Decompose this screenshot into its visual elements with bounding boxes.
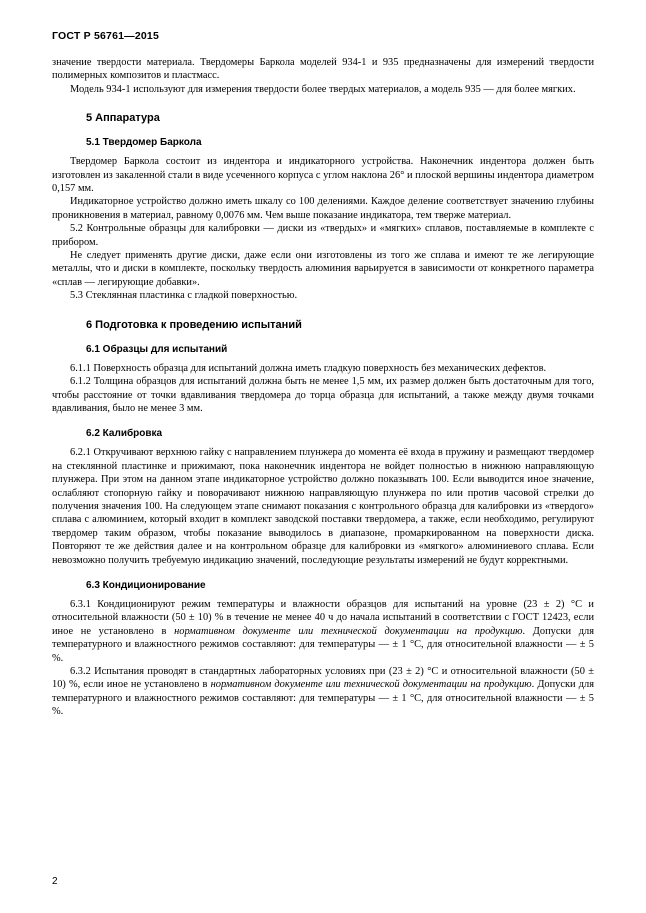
paragraph-5-3: 5.3 Стеклянная пластинка с гладкой поверхностью. xyxy=(70,290,298,302)
paragraph-6-3-2-part-b: . Допуски для температурного и влажностного режимов составляют: для температуры — ± 1 °С, для относительной влажности — ± 5 %. xyxy=(52,679,594,718)
subsection-heading-5-1: 5.1 Твердомер Баркола xyxy=(86,137,202,149)
page-number: 2 xyxy=(52,876,58,887)
paragraph-6-2-1: 6.2.1 Откручивают верхнюю гайку с направлением плунжера до момента её входа в пружину и размещают твердомер на стеклянной пластинке и прижимают, пока наконечник индентора не войдет полностью в нижнюю направляющую плунжера. При этом на данном этапе индикаторное устройство должно показывать 100. Если выводится иное значение, ослабляют стопорную гайку и поворачивают нижнюю направляющую плунжера по или против часовой стрелки до получения значения 100. На следующем этапе снимают показания с контрольного образца для калибровки из «твердого» сплава с алюминием, который входит в комплект заводской поставки твердомера, а также, если необходимо, регулируют твердомер таким образом, чтобы показание выводилось в диапазоне, промаркированном на поверхности диска. Повторяют те же действия далее и на контрольном образце для калибровки из «мягкого» алюминиевого сплава. Если невозможно получить требуемую индикацию значений, последующие результаты измерений не будут корректными. xyxy=(52,447,594,566)
paragraph-6-3-1-emphasis: нормативном документе или технической документации на продукцию xyxy=(174,625,523,637)
subsection-heading-6-3: 6.3 Кондиционирование xyxy=(86,579,206,591)
paragraph-6-3-1-part-a: 6.3.1 Кондиционируют режим температуры и влажности образцов для испытаний на уровне (23 ± 2) °С и относительной влажности (50 ± 10) % в течение не менее 40 ч до начала испытаний в соответствии с ГОСТ 12423, если иное не установлено в xyxy=(52,598,594,637)
paragraph-6-3-1-part-b: . Допуски для температурного и влажностного режимов составляют: для температуры — ± 1 °С, для относительной влажности — ± 5 %. xyxy=(52,625,594,664)
document-header: ГОСТ Р 56761—2015 xyxy=(52,30,160,42)
paragraph-5-1-b: Индикаторное устройство должно иметь шкалу со 100 делениями. Каждое деление соответствует значению глубины проникновения в материал, равному 0,0076 мм. Чем выше показание индикатора, тем тверже материал. xyxy=(52,196,594,221)
paragraph-6-3-2-emphasis: нормативном документе или технической документации на продукцию xyxy=(210,679,532,691)
paragraph-6-1-1: 6.1.1 Поверхность образца для испытаний должна иметь гладкую поверхность без механических дефектов. xyxy=(70,362,547,374)
section-heading-5: 5 Аппаратура xyxy=(86,112,160,125)
paragraph-5-2-a: 5.2 Контрольные образцы для калибровки — диски из «твердых» и «мягких» сплавов, поставляемые в комплекте с прибором. xyxy=(52,223,594,248)
subsection-heading-6-2: 6.2 Калибровка xyxy=(86,428,163,440)
paragraph-6-3-1 xyxy=(52,598,594,665)
paragraph-6-3-2 xyxy=(52,665,594,719)
subsection-heading-6-1: 6.1 Образцы для испытаний xyxy=(86,343,228,355)
paragraph-6-1-2: 6.1.2 Толщина образцов для испытаний должна быть не менее 1,5 мм, их размер должен быть достаточным для того, чтобы расстояние от точки вдавливания твердомера до торца образца для испытаний, а также между двумя точками вдавливания, было не менее 3 мм. xyxy=(52,376,594,414)
intro-paragraph-2: Модель 934-1 используют для измерения твердости более твердых материалов, а модель 935 — для более мягких. xyxy=(70,83,576,95)
paragraph-5-1-a: Твердомер Баркола состоит из индентора и индикаторного устройства. Наконечник индентора должен быть изготовлен из закаленной стали в виде усеченного корпуса с углом наклона 26° и плоской вершины индентора диаметром 0,157 мм. xyxy=(52,156,594,195)
section-heading-6: 6 Подготовка к проведению испытаний xyxy=(86,318,302,331)
intro-paragraph-1: значение твердости материала. Твердомеры Баркола моделей 934-1 и 935 предназначены для измерений твердости полимерных композитов и пластмасс. xyxy=(52,57,594,82)
paragraph-6-3-2-part-a: 6.3.2 Испытания проводят в стандартных лабораторных условиях при (23 ± 2) °С и относительной влажности (50 ± 10) %, если иное не установлено в xyxy=(52,666,594,691)
paragraph-5-2-b: Не следует применять другие диски, даже если они изготовлены из того же сплава и имеют те же легирующие металлы, что и диски в комплекте, поскольку твердость алюминия варьируется в зависимости от конкретного параметра «сплав — легирующие добавки». xyxy=(52,250,594,288)
